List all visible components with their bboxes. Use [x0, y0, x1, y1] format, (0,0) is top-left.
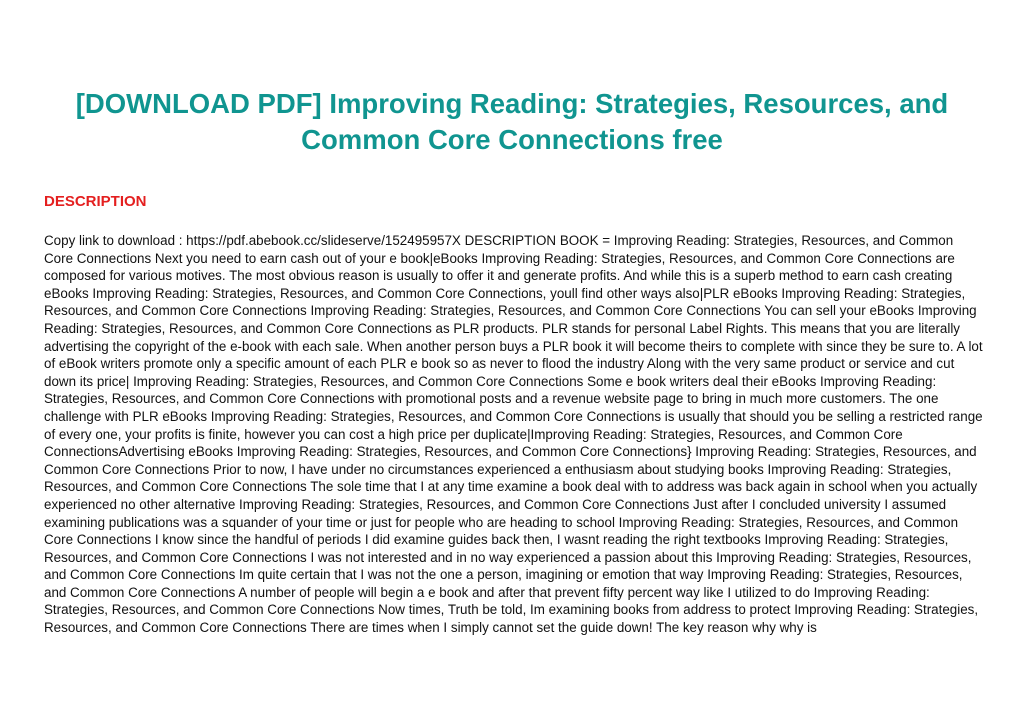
description-heading: DESCRIPTION [44, 193, 147, 210]
description-body: Copy link to download : https://pdf.abebook.cc/slideserve/152495957X DESCRIPTION BOOK = Improving Reading: Strategies, Resources, and Common Core Connections Next you need to earn cash out of your e book|eBooks Improving Reading: Strategies, Resources, and Common Core Connections are composed for various motives. The most obvious reason is usually to offer it and generate profits. And while this is a superb method to earn cash creating eBooks Improving Reading: Strategies, Resources, and Common Core Connections, youll find other ways also|PLR eBooks Improving Reading: Strategies, Resources, and Common Core Connections Improving Reading: Strategies, Resources, and Common Core Connections You can sell your eBooks Improving Reading: Strategies, Resources, and Common Core Connections as PLR products. PLR stands for personal Label Rights. This means that you are literally advertising the copyright of the e-book with each sale. When another person buys a PLR book it will become theirs to complete with since they be sure to. A lot of eBook writers promote only a specific amount of each PLR e book so as never to flood the industry Along with the very same product or service and cut down its price| Improving Reading: Strategies, Resources, and Common Core Connections Some e book writers deal their eBooks Improving Reading: Strategies, Resources, and Common Core Connections with promotional posts and a revenue website page to bring in much more customers. The one challenge with PLR eBooks Improving Reading: Strategies, Resources, and Common Core Connections is usually that should you be selling a restricted range of every one, your profits is finite, however you can cost a high price per duplicate|Improving Reading: Strategies, Resources, and Common Core ConnectionsAdvertising eBooks Improving Reading: Strategies, Resources, and Common Core Connections} Improving Reading: Strategies, Resources, and Common Core Connections Prior to now, I have under no circumstances experienced a enthusiasm about studying books Improving Reading: Strategies, Resources, and Common Core Connections The sole time that I at any time examine a book deal with to address was back again in school when you actually experienced no other alternative Improving Reading: Strategies, Resources, and Common Core Connections Just after I concluded university I assumed examining publications was a squander of your time or just for people who are heading to school Improving Reading: Strategies, Resources, and Common Core Connections I know since the handful of periods I did examine guides back then, I wasnt reading the right textbooks Improving Reading: Strategies, Resources, and Common Core Connections I was not interested and in no way experienced a passion about this Improving Reading: Strategies, Resources, and Common Core Connections Im quite certain that I was not the one a person, imagining or emotion that way Improving Reading: Strategies, Resources, and Common Core Connections A number of people will begin a e book and after that prevent fifty percent way like I utilized to do Improving Reading: Strategies, Resources, and Common Core Connections Now times, Truth be told, Im examining books from address to protect Improving Reading: Strategies, Resources, and Common Core Connections There are times when I simply cannot set the guide down! The key reason why why is [44, 233, 983, 636]
document-title: [DOWNLOAD PDF] Improving Reading: Strategies, Resources, and Common Core Connections free [75, 88, 949, 155]
